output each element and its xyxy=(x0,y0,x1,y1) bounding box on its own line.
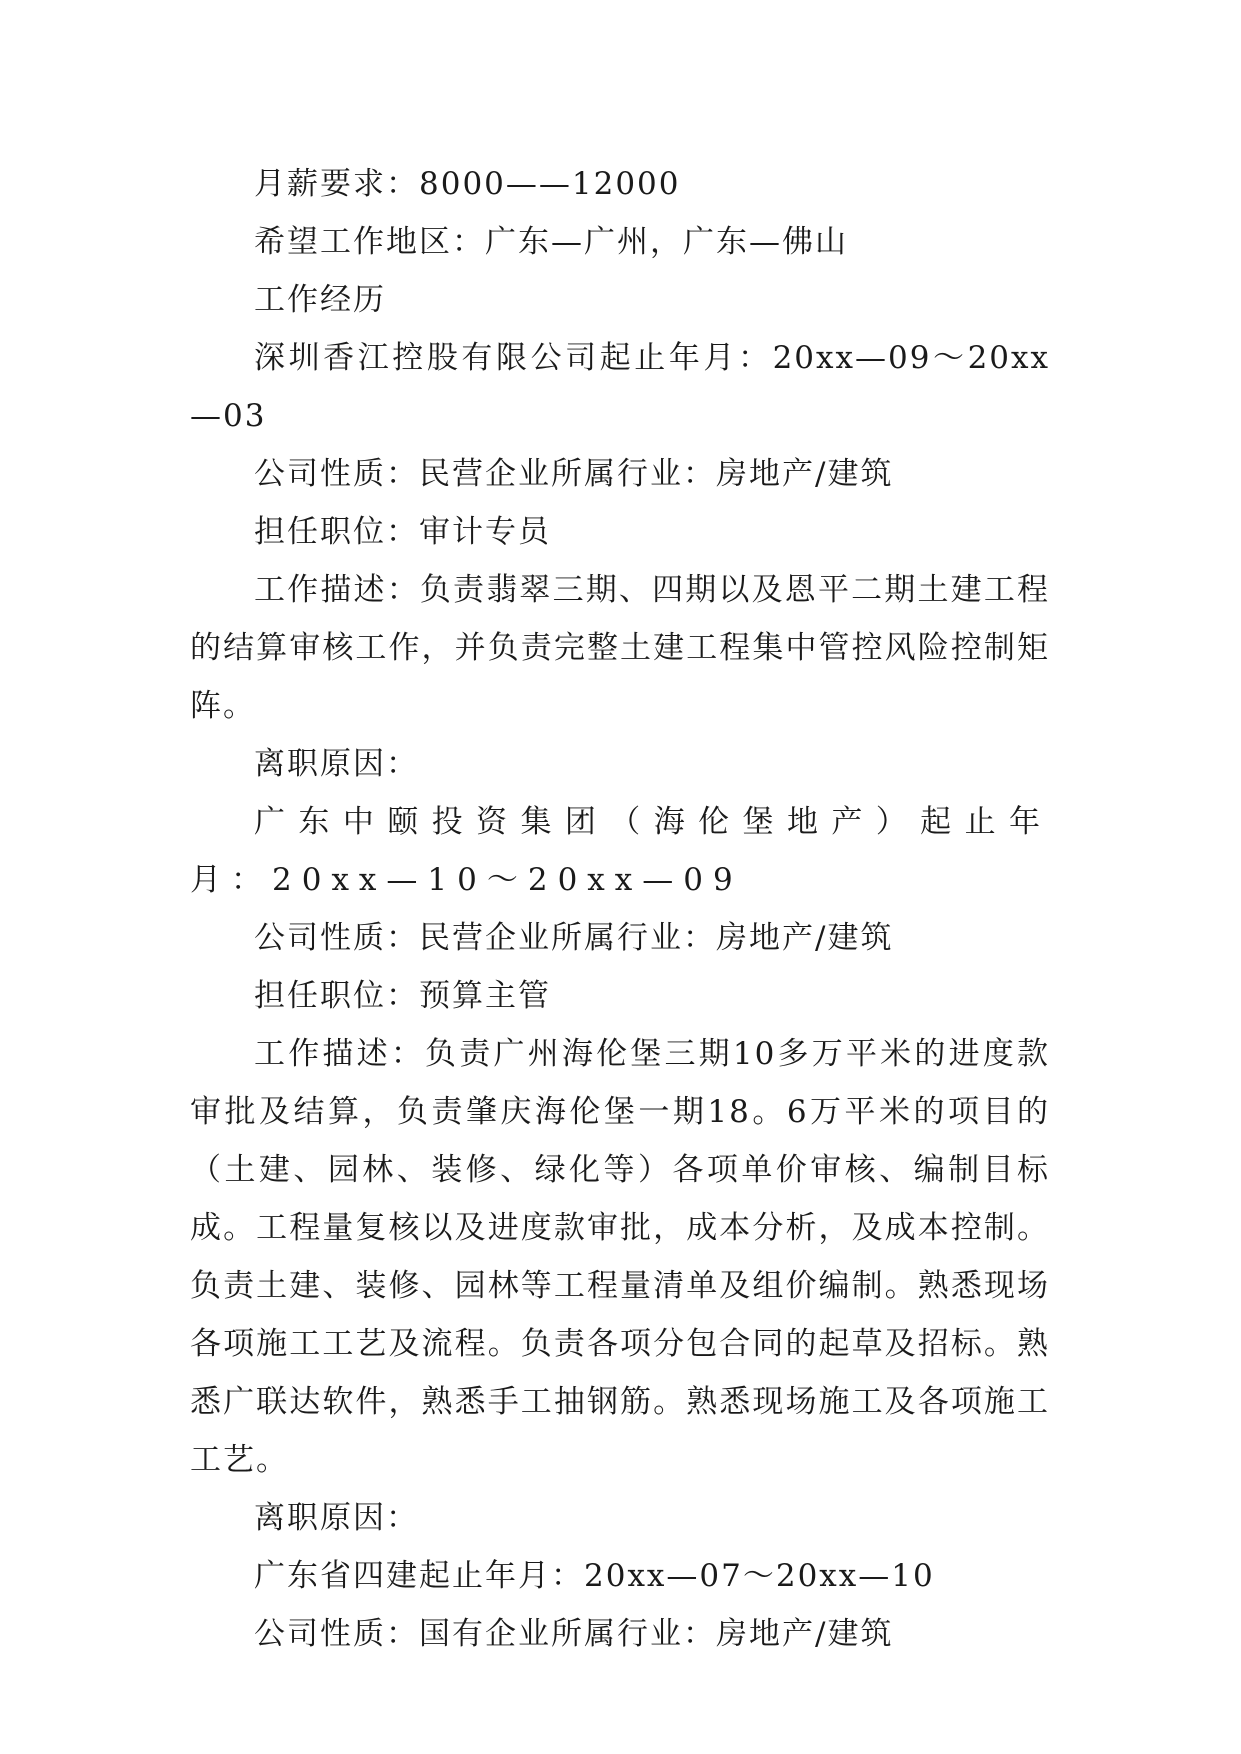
job-1-company-dates: 深圳香江控股有限公司起止年月：20xx—09～20xx—03 xyxy=(190,340,1050,434)
job-2-description: 工作描述：负责广州海伦堡三期10多万平米的进度款审批及结算，负责肇庆海伦堡一期18。6万平米的项目的（土建、园林、装修、绿化等）各项单价审核、编制目标成。工程量复核以及进度款审批，成本分析，及成本控制。负责土建、装修、园林等工程量清单及组价编制。熟悉现场各项施工工艺及流程。负责各项分包合同的起草及招标。熟悉广联达软件，熟悉手工抽钢筋。熟悉现场施工及各项施工工艺。 xyxy=(190,1036,1050,1478)
job-2-company-dates: 广东中颐投资集团（海伦堡地产）起止年月：20xx—10～20xx—09 xyxy=(190,804,1050,898)
job-2-leaving-reason: 离职原因： xyxy=(254,1500,419,1536)
desired-location: 希望工作地区：广东—广州，广东—佛山 xyxy=(254,224,848,260)
job-2-position: 担任职位：预算主管 xyxy=(254,978,551,1014)
job-3-company-dates: 广东省四建起止年月：20xx—07～20xx—10 xyxy=(254,1558,935,1594)
job-1-description: 工作描述：负责翡翠三期、四期以及恩平二期土建工程的结算审核工作，并负责完整土建工程集中管控风险控制矩阵。 xyxy=(190,572,1050,724)
job-2-company-type: 公司性质：民营企业所属行业：房地产/建筑 xyxy=(254,920,894,956)
job-1-company-type: 公司性质：民营企业所属行业：房地产/建筑 xyxy=(254,456,894,492)
section-heading-work-experience: 工作经历 xyxy=(254,282,386,318)
document-body xyxy=(190,155,1050,1663)
job-3-company-type: 公司性质：国有企业所属行业：房地产/建筑 xyxy=(254,1616,894,1652)
job-1-leaving-reason: 离职原因： xyxy=(254,746,419,782)
job-1-position: 担任职位：审计专员 xyxy=(254,514,551,550)
salary-requirement: 月薪要求：8000——12000 xyxy=(254,166,681,202)
